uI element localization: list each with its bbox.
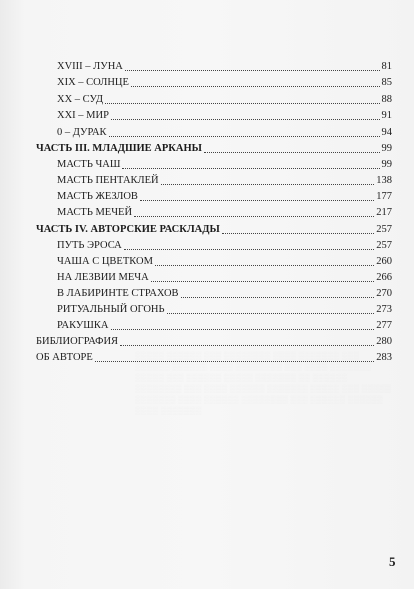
toc-entry <box>57 254 392 270</box>
dot-leader <box>151 280 375 282</box>
toc-entry-page: 280 <box>376 336 392 347</box>
toc-entry-title: ЧАША С ЦВЕТКОМ <box>57 256 153 267</box>
toc-entry-title: ПУТЬ ЭРОСА <box>57 240 122 251</box>
toc-entry <box>57 173 392 189</box>
toc-entry-page: 277 <box>376 320 392 331</box>
dot-leader <box>109 135 380 137</box>
toc-entry-title: МАСТЬ ЧАШ <box>57 159 121 170</box>
toc-entry <box>36 222 392 238</box>
toc-entry-title: XVIII – ЛУНА <box>57 61 123 72</box>
toc-entry <box>57 270 392 286</box>
toc-entry <box>57 318 392 334</box>
toc-entry-page: 273 <box>376 304 392 315</box>
toc-entry-page: 257 <box>376 240 392 251</box>
dot-leader <box>111 328 375 330</box>
dot-leader <box>111 118 380 120</box>
dot-leader <box>134 215 374 217</box>
dot-leader <box>124 248 374 250</box>
dot-leader <box>122 167 379 169</box>
toc-entry-page: 81 <box>381 61 392 72</box>
toc-entry-title: МАСТЬ МЕЧЕЙ <box>57 207 133 218</box>
toc-entry-page: 257 <box>376 224 392 235</box>
dot-leader <box>204 151 380 153</box>
toc-entry-title: ОБ АВТОРЕ <box>36 352 93 363</box>
toc-entry <box>57 302 392 318</box>
dot-leader <box>95 360 374 362</box>
dot-leader <box>105 102 379 104</box>
toc-entry-title: XX – СУД <box>57 94 104 105</box>
toc-entry <box>36 350 392 366</box>
toc-entry-page: 94 <box>381 127 392 138</box>
dot-leader <box>155 264 374 266</box>
toc-entry-title: РИТУАЛЬНЫЙ ОГОНЬ <box>57 304 165 315</box>
toc-entry-title: XXI – МИР <box>57 110 109 121</box>
dot-leader <box>131 85 380 87</box>
toc-entry-page: 266 <box>376 272 392 283</box>
toc-entry <box>57 59 392 75</box>
toc-entry-page: 283 <box>376 352 392 363</box>
dot-leader <box>161 183 375 185</box>
toc-entry-title: РАКУШКА <box>57 320 109 331</box>
toc-entry-page: 260 <box>376 256 392 267</box>
toc-entry-page: 138 <box>376 175 392 186</box>
toc-entry <box>57 238 392 254</box>
toc-entry <box>57 125 392 141</box>
toc-entry-title: МАСТЬ ЖЕЗЛОВ <box>57 191 138 202</box>
toc-entry-title: НА ЛЕЗВИИ МЕЧА <box>57 272 149 283</box>
toc-entry <box>57 75 392 91</box>
toc-entry-page: 217 <box>376 207 392 218</box>
dot-leader <box>167 312 375 314</box>
toc-entry <box>36 141 392 157</box>
page-number: 5 <box>389 554 396 569</box>
toc-entry <box>57 205 392 221</box>
toc-entry-page: 88 <box>381 94 392 105</box>
toc-entry-page: 270 <box>376 288 392 299</box>
toc-entry-title: ЧАСТЬ IV. АВТОРСКИЕ РАСКЛАДЫ <box>36 224 220 235</box>
dot-leader <box>125 69 380 71</box>
toc-entry-title: В ЛАБИРИНТЕ СТРАХОВ <box>57 288 179 299</box>
toc-entry <box>57 92 392 108</box>
dot-leader <box>140 199 374 201</box>
toc-entry-page: 85 <box>381 77 392 88</box>
toc-entry <box>57 286 392 302</box>
toc-entry-page: 99 <box>381 143 392 154</box>
toc-entry <box>57 108 392 124</box>
toc-entry-page: 91 <box>381 110 392 121</box>
toc-entry-title: МАСТЬ ПЕНТАКЛЕЙ <box>57 175 159 186</box>
dot-leader <box>120 344 374 346</box>
toc-entry <box>57 189 392 205</box>
toc-entry-title: ЧАСТЬ III. МЛАДШИЕ АРКАНЫ <box>36 143 202 154</box>
toc-entry-page: 177 <box>376 191 392 202</box>
toc-entry <box>57 157 392 173</box>
toc-entry-page: 99 <box>381 159 392 170</box>
dot-leader <box>181 296 375 298</box>
toc-entry-title: 0 – ДУРАК <box>57 127 107 138</box>
toc-entry-title: БИБЛИОГРАФИЯ <box>36 336 119 347</box>
toc-entry-title: XIX – СОЛНЦЕ <box>57 77 129 88</box>
dot-leader <box>222 232 374 234</box>
toc-entry <box>36 334 392 350</box>
